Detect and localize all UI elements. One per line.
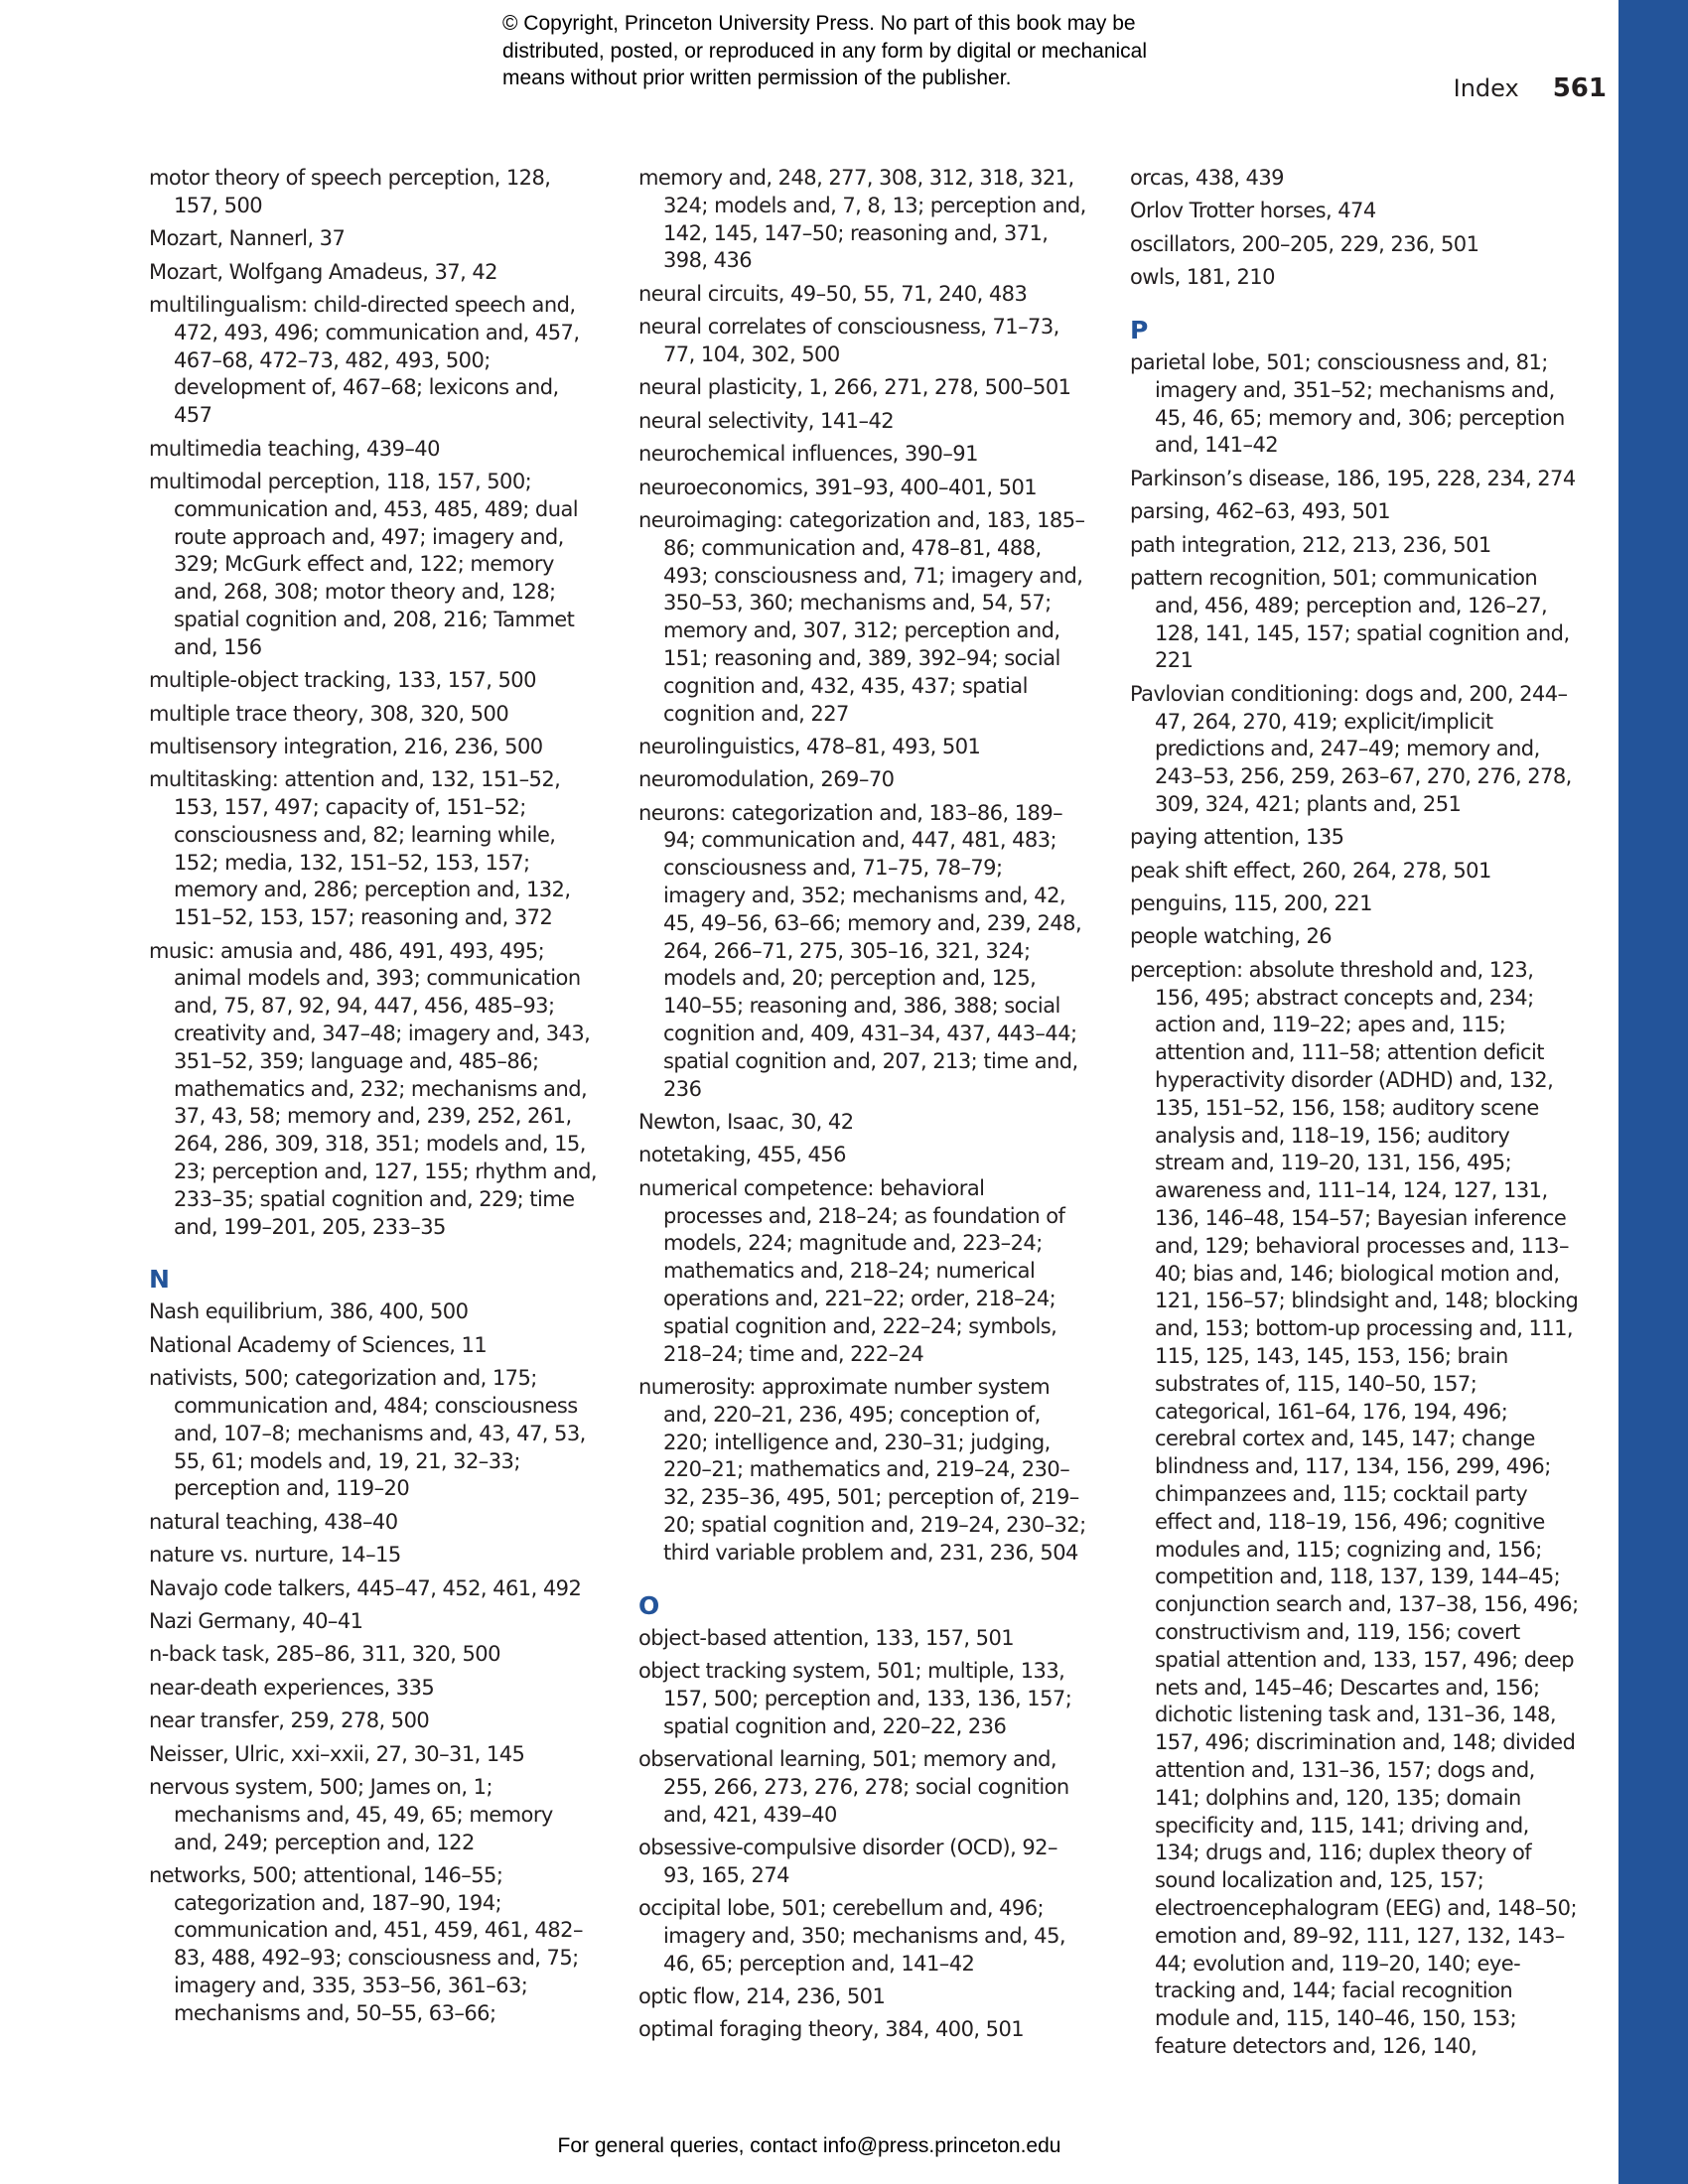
index-column-3 <box>1130 165 1579 2066</box>
index-entry: multimodal perception, 118, 157, 500; communication and, 453, 485, 489; dual route approach and, 497; imagery and, 329; McGurk effect and, 122; memory and, 268, 308; motor theory and, 128; spatial cognition and, 208, 216; Tammet and, 156 <box>149 469 579 659</box>
index-entry: networks, 500; attentional, 146–55; categorization and, 187–90, 194; communication and, 451, 459, 461, 482–83, 488, 492–93; consciousness and, 75; imagery and, 335, 353–56, 361–63; mechanisms and, 50–55, 63–66; <box>149 1862 583 2025</box>
index-entry: multiple trace theory, 308, 320, 500 <box>149 701 509 726</box>
index-entry: observational learning, 501; memory and, 255, 266, 273, 276, 278; social cognition and, 421, 439–40 <box>638 1746 1069 1827</box>
index-entry: optic flow, 214, 236, 501 <box>638 1984 886 2009</box>
index-entry: natural teaching, 438–40 <box>149 1509 398 1534</box>
index-entry: near transfer, 259, 278, 500 <box>149 1708 430 1733</box>
index-entry: near-death experiences, 335 <box>149 1675 435 1700</box>
index-entry: neurons: categorization and, 183–86, 189–94; communication and, 447, 481, 483; consciousness and, 71–75, 78–79; imagery and, 352; mechanisms and, 42, 45, 49–56, 63–66; memory and, 239, 248, 264, 266–71, 275, 305–16, 321, 324; models and, 20; perception and, 125, 140–55; reasoning and, 386, 388; social cognition and, 409, 431–34, 437, 443–44; spatial cognition and, 207, 213; time and, 236 <box>638 800 1082 1101</box>
index-entry: music: amusia and, 486, 491, 493, 495; animal models and, 393; communication and, 75, 87, 92, 94, 447, 456, 485–93; creativity and, 347–48; imagery and, 343, 351–52, 359; language and, 485–86; mathematics and, 232; mechanisms and, 37, 43, 58; memory and, 239, 252, 261, 264, 286, 309, 318, 351; models and, 15, 23; perception and, 127, 155; rhythm and, 233–35; spatial cognition and, 229; time and, 199–201, 205, 233–35 <box>149 938 598 1239</box>
index-entry: numerosity: approximate number system and, 220–21, 236, 495; conception of, 220; intelligence and, 230–31; judging, 220–21; mathematics and, 219–24, 230–32, 235–36, 495, 501; perception of, 219–20; spatial cognition and, 219–24, 230–32; third variable problem and, 231, 236, 504 <box>638 1374 1086 1565</box>
copyright-line: distributed, posted, or reproduced in any form by digital or mechanical <box>502 39 1148 63</box>
index-entry: multiple-object tracking, 133, 157, 500 <box>149 668 536 693</box>
running-head-section: Index <box>1453 74 1519 102</box>
index-entry: neural correlates of consciousness, 71–73, 77, 104, 302, 500 <box>638 315 1059 366</box>
footer-contact: For general queries, contact info@press.princeton.edu <box>557 2134 1061 2157</box>
index-column-2 <box>638 165 1087 2050</box>
index-entry: Navajo code talkers, 445–47, 452, 461, 492 <box>149 1575 582 1600</box>
index-entry: optimal foraging theory, 384, 400, 501 <box>638 2017 1025 2042</box>
index-entry: Mozart, Nannerl, 37 <box>149 226 346 251</box>
index-entry: path integration, 212, 213, 236, 501 <box>1130 532 1491 557</box>
index-entry: Pavlovian conditioning: dogs and, 200, 244–47, 264, 270, 419; explicit/implicit predictions and, 247–49; memory and, 243–53, 256, 259, 263–67, 270, 276, 278, 309, 324, 421; plants and, 251 <box>1130 681 1572 816</box>
index-entry: penguins, 115, 200, 221 <box>1130 891 1372 916</box>
section-letter-heading: N <box>149 1265 170 1295</box>
index-entry: oscillators, 200–205, 229, 236, 501 <box>1130 231 1479 256</box>
index-entry: neural selectivity, 141–42 <box>638 408 895 433</box>
index-entry: people watching, 26 <box>1130 924 1333 949</box>
index-entry: object-based attention, 133, 157, 501 <box>638 1625 1015 1650</box>
index-entry: neuroimaging: categorization and, 183, 185–86; communication and, 478–81, 488, 493; consciousness and, 71; imagery and, 350–53, 360; mechanisms and, 54, 57; memory and, 307, 312; perception and, 151; reasoning and, 389, 392–94; social cognition and, 432, 435, 437; spatial cognition and, 227 <box>638 507 1085 726</box>
section-letter-heading: P <box>1130 315 1149 344</box>
index-entry: neural plasticity, 1, 266, 271, 278, 500–501 <box>638 375 1071 400</box>
running-head <box>1400 73 1607 103</box>
copyright-line: means without prior written permission of the publisher. <box>502 67 1012 89</box>
index-entry: Orlov Trotter horses, 474 <box>1130 199 1376 223</box>
index-entry: neural circuits, 49–50, 55, 71, 240, 483 <box>638 281 1028 306</box>
copyright-notice <box>502 10 1257 92</box>
index-entry: n-back task, 285–86, 311, 320, 500 <box>149 1642 500 1667</box>
copyright-line: © Copyright, Princeton University Press. No part of this book may be <box>502 12 1136 35</box>
index-entry: obsessive-compulsive disorder (OCD), 92–93, 165, 274 <box>638 1835 1057 1887</box>
page-edge-color-bar <box>1618 0 1688 2184</box>
index-entry: parsing, 462–63, 493, 501 <box>1130 499 1391 524</box>
index-entry: nature vs. nurture, 14–15 <box>149 1543 401 1568</box>
index-entry: neurochemical influences, 390–91 <box>638 442 978 467</box>
index-entry: Newton, Isaac, 30, 42 <box>638 1110 854 1135</box>
index-entry: Nazi Germany, 40–41 <box>149 1608 363 1633</box>
index-entry: paying attention, 135 <box>1130 825 1344 850</box>
index-entry: pattern recognition, 501; communication and, 456, 489; perception and, 126–27, 128, 141, 145, 157; spatial cognition and, 221 <box>1130 565 1570 673</box>
index-entry: nativists, 500; categorization and, 175; communication and, 484; consciousness and, 107–8; mechanisms and, 43, 47, 53, 55, 61; models and, 19, 21, 32–33; perception and, 119–20 <box>149 1366 586 1501</box>
page-number: 561 <box>1552 73 1607 103</box>
index-entry: neuroeconomics, 391–93, 400–401, 501 <box>638 475 1038 499</box>
index-entry: occipital lobe, 501; cerebellum and, 496; imagery and, 350; mechanisms and, 45, 46, 65; perception and, 141–42 <box>638 1896 1066 1976</box>
index-entry: parietal lobe, 501; consciousness and, 81; imagery and, 351–52; mechanisms and, 45, 46, 65; memory and, 306; perception and, 141–42 <box>1130 349 1565 458</box>
index-entry-continued: memory and, 248, 277, 308, 312, 318, 321, 324; models and, 7, 8, 13; perception and, 142, 145, 147–50; reasoning and, 371, 398, 436 <box>638 166 1086 273</box>
index-entry: motor theory of speech perception, 128, 157, 500 <box>149 166 551 217</box>
index-entry: perception: absolute threshold and, 123, 156, 495; abstract concepts and, 234; action and, 119–22; apes and, 115; attention and, 111–58; attention deficit hyperactivity disorder (ADHD) and, 132, 135, 151–52, 156, 158; auditory scene analysis and, 118–19, 156; auditory stream and, 119–20, 131, 156, 495; awareness and, 111–14, 124, 127, 131, 136, 146–48, 154–57; Bayesian inference and, 129; behavioral processes and, 113–40; bias and, 146; biological motion and, 121, 156–57; blindsight and, 148; blocking and, 153; bottom-up processing and, 111, 115, 125, 143, 145, 153, 156; brain substrates of, 115, 140–50, 157; categorical, 161–64, 176, 194, 496; cerebral cortex and, 145, 147; change blindness and, 117, 134, 156, 299, 496; chimpanzees and, 115; cocktail party effect and, 118–19, 156, 496; cognitive modules and, 115; cognizing and, 156; competition and, 118, 137, 139, 144–45; conjunction search and, 137–38, 156, 496; constructivism and, 119, 156; covert spatial attention and, 133, 157, 496; deep nets and, 145–46; Descartes and, 156; dichotic listening task and, 131–36, 148, 157, 496; discrimination and, 148; divided attention and, 131–36, 157; dogs and, 141; dolphins and, 120, 135; domain specificity and, 115, 141; driving and, 134; drugs and, 116; duplex theory of sound localization and, 125, 157; electroencephalogram (EEG) and, 148–50; emotion and, 89–92, 111, 127, 132, 143–44; evolution and, 119–20, 140; eye-tracking and, 144; facial recognition module and, 115, 140–46, 150, 153; feature detectors and, 126, 140, <box>1130 957 1579 2058</box>
index-entry: Neisser, Ulric, xxi–xxii, 27, 30–31, 145 <box>149 1741 525 1766</box>
section-letter-heading: O <box>638 1590 660 1620</box>
index-entry: numerical competence: behavioral processes and, 218–24; as foundation of models, 224; magnitude and, 223–24; mathematics and, 218–24; numerical operations and, 221–22; order, 218–24; spatial cognition and, 222–24; symbols, 218–24; time and, 222–24 <box>638 1175 1065 1366</box>
index-entry: multimedia teaching, 439–40 <box>149 436 440 461</box>
index-entry: owls, 181, 210 <box>1130 265 1275 290</box>
index-column-1 <box>149 165 598 2033</box>
index-entry: multitasking: attention and, 132, 151–52, 153, 157, 497; capacity of, 151–52; consciousness and, 82; learning while, 152; media, 132, 151–52, 153, 157; memory and, 286; perception and, 132, 151–52, 153, 157; reasoning and, 372 <box>149 767 571 930</box>
index-entry: neuromodulation, 269–70 <box>638 767 895 792</box>
index-entry: Parkinson’s disease, 186, 195, 228, 234, 274 <box>1130 466 1576 490</box>
index-entry: multisensory integration, 216, 236, 500 <box>149 734 543 758</box>
index-entry: notetaking, 455, 456 <box>638 1143 846 1167</box>
index-entry: neurolinguistics, 478–81, 493, 501 <box>638 734 981 758</box>
index-entry: peak shift effect, 260, 264, 278, 501 <box>1130 858 1491 883</box>
index-entry: nervous system, 500; James on, 1; mechanisms and, 45, 49, 65; memory and, 249; perception and, 122 <box>149 1774 553 1854</box>
index-entry: orcas, 438, 439 <box>1130 166 1284 190</box>
index-entry: Mozart, Wolfgang Amadeus, 37, 42 <box>149 259 497 284</box>
index-entry: object tracking system, 501; multiple, 133, 157, 500; perception and, 133, 136, 157; spatial cognition and, 220–22, 236 <box>638 1658 1072 1738</box>
index-entry: National Academy of Sciences, 11 <box>149 1332 488 1357</box>
index-entry: multilingualism: child-directed speech and, 472, 493, 496; communication and, 457, 467–68, 472–73, 482, 493, 500; development of, 467–68; lexicons and, 457 <box>149 292 580 428</box>
index-entry: Nash equilibrium, 386, 400, 500 <box>149 1299 469 1324</box>
